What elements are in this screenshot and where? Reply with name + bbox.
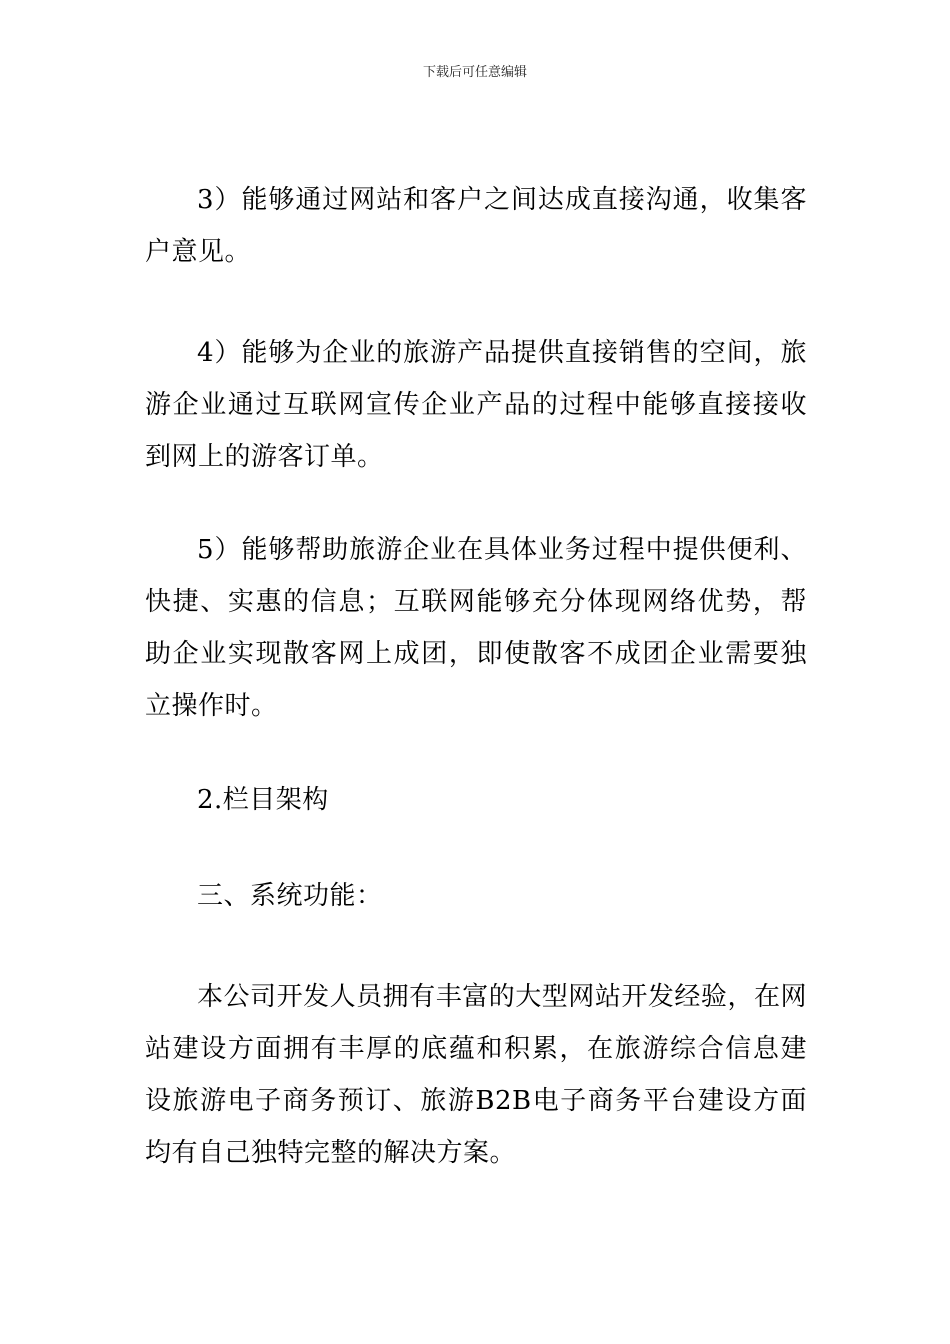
paragraph-direct-sales: 4）能够为企业的旅游产品提供直接销售的空间，旅游企业通过互联网宣传企业产品的过程中能够直接接收到网上的游客订单。: [145, 338, 807, 472]
paragraph-company-experience: 本公司开发人员拥有丰富的大型网站开发经验，在网站建设方面拥有丰厚的底蕴和积累，在旅游综合信息建设旅游电子商务预订、旅游B2B电子商务平台建设方面均有自己独特完整的解决方案。: [145, 982, 807, 1168]
section-heading-system-functions: 三、系统功能：: [197, 881, 383, 911]
paragraph-direct-communication: 3）能够通过网站和客户之间达成直接沟通，收集客户意见。: [145, 185, 807, 267]
page-header: 下载后可任意编辑: [422, 65, 527, 80]
section-heading-column-architecture: 2.栏目架构: [197, 785, 329, 815]
paragraph-convenient-information: 5）能够帮助旅游企业在具体业务过程中提供便利、快捷、实惠的信息；互联网能够充分体现网络优势，帮助企业实现散客网上成团，即使散客不成团企业需要独立操作时。: [145, 535, 807, 721]
